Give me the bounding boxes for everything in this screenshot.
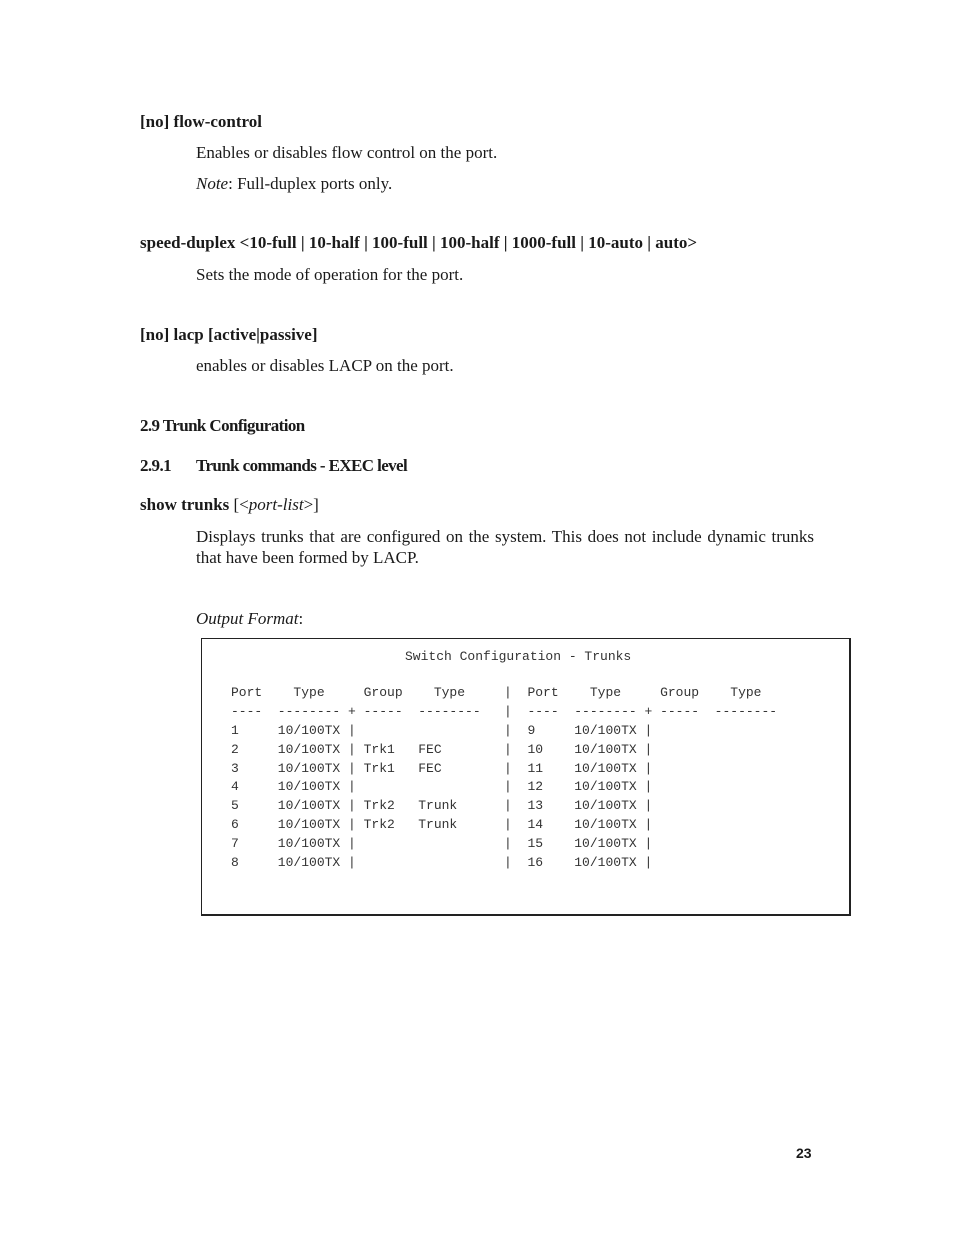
note-label: Note bbox=[196, 174, 229, 193]
subsection-title: Trunk commands - EXEC level bbox=[196, 456, 408, 475]
output-data-row: 4 10/100TX | | 12 10/100TX | bbox=[231, 779, 653, 795]
lacp-description: enables or disables LACP on the port. bbox=[196, 356, 454, 375]
output-data-row: 3 10/100TX | Trk1 FEC | 11 10/100TX | bbox=[231, 760, 653, 776]
output-format-text: Output Format bbox=[196, 609, 299, 628]
speed-duplex-description: Sets the mode of operation for the port. bbox=[196, 265, 464, 284]
output-header-row: Port Type Group Type | Port Type Group Type bbox=[231, 685, 762, 700]
show-trunks-command bbox=[140, 495, 319, 515]
flow-control-note bbox=[196, 174, 392, 194]
section-heading-trunk-configuration: 2.9 Trunk Configuration bbox=[140, 416, 305, 435]
show-trunks-description: Displays trunks that are configured on the system. This does not include dynamic trunks that have been formed by LACP. bbox=[196, 527, 814, 567]
flow-control-command: [no] flow-control bbox=[140, 112, 262, 131]
note-text: : Full-duplex ports only. bbox=[228, 174, 393, 193]
page-number: 23 bbox=[796, 1145, 812, 1161]
output-box-title: Switch Configuration - Trunks bbox=[405, 649, 632, 664]
args-port-list: port-list bbox=[248, 495, 304, 514]
output-data-row: 7 10/100TX | | 15 10/100TX | bbox=[231, 835, 653, 851]
output-data-row: 2 10/100TX | Trk1 FEC | 10 10/100TX | bbox=[231, 741, 653, 757]
output-data-row: 8 10/100TX | | 16 10/100TX | bbox=[231, 854, 653, 870]
args-close: >] bbox=[303, 495, 319, 514]
output-example-box bbox=[201, 638, 851, 916]
output-data-row: 1 10/100TX | | 9 10/100TX | bbox=[231, 723, 653, 738]
show-trunks-keyword: show trunks bbox=[140, 495, 230, 514]
output-data-row: 5 10/100TX | Trk2 Trunk | 13 10/100TX | bbox=[231, 798, 653, 814]
output-format-colon: : bbox=[298, 609, 304, 628]
lacp-command: [no] lacp [active|passive] bbox=[140, 325, 318, 344]
output-separator-row: ---- -------- + ----- -------- | ---- -------- + ----- -------- bbox=[231, 703, 778, 719]
output-format-label bbox=[196, 609, 303, 629]
flow-control-description: Enables or disables flow control on the port. bbox=[196, 143, 498, 162]
args-open: [< bbox=[229, 495, 249, 514]
speed-duplex-command: speed-duplex <10-full | 10-half | 100-full | 100-half | 1000-full | 10-auto | auto> bbox=[140, 233, 698, 252]
output-data-row: 6 10/100TX | Trk2 Trunk | 14 10/100TX | bbox=[231, 817, 653, 832]
subsection-number: 2.9.1 bbox=[140, 456, 172, 475]
